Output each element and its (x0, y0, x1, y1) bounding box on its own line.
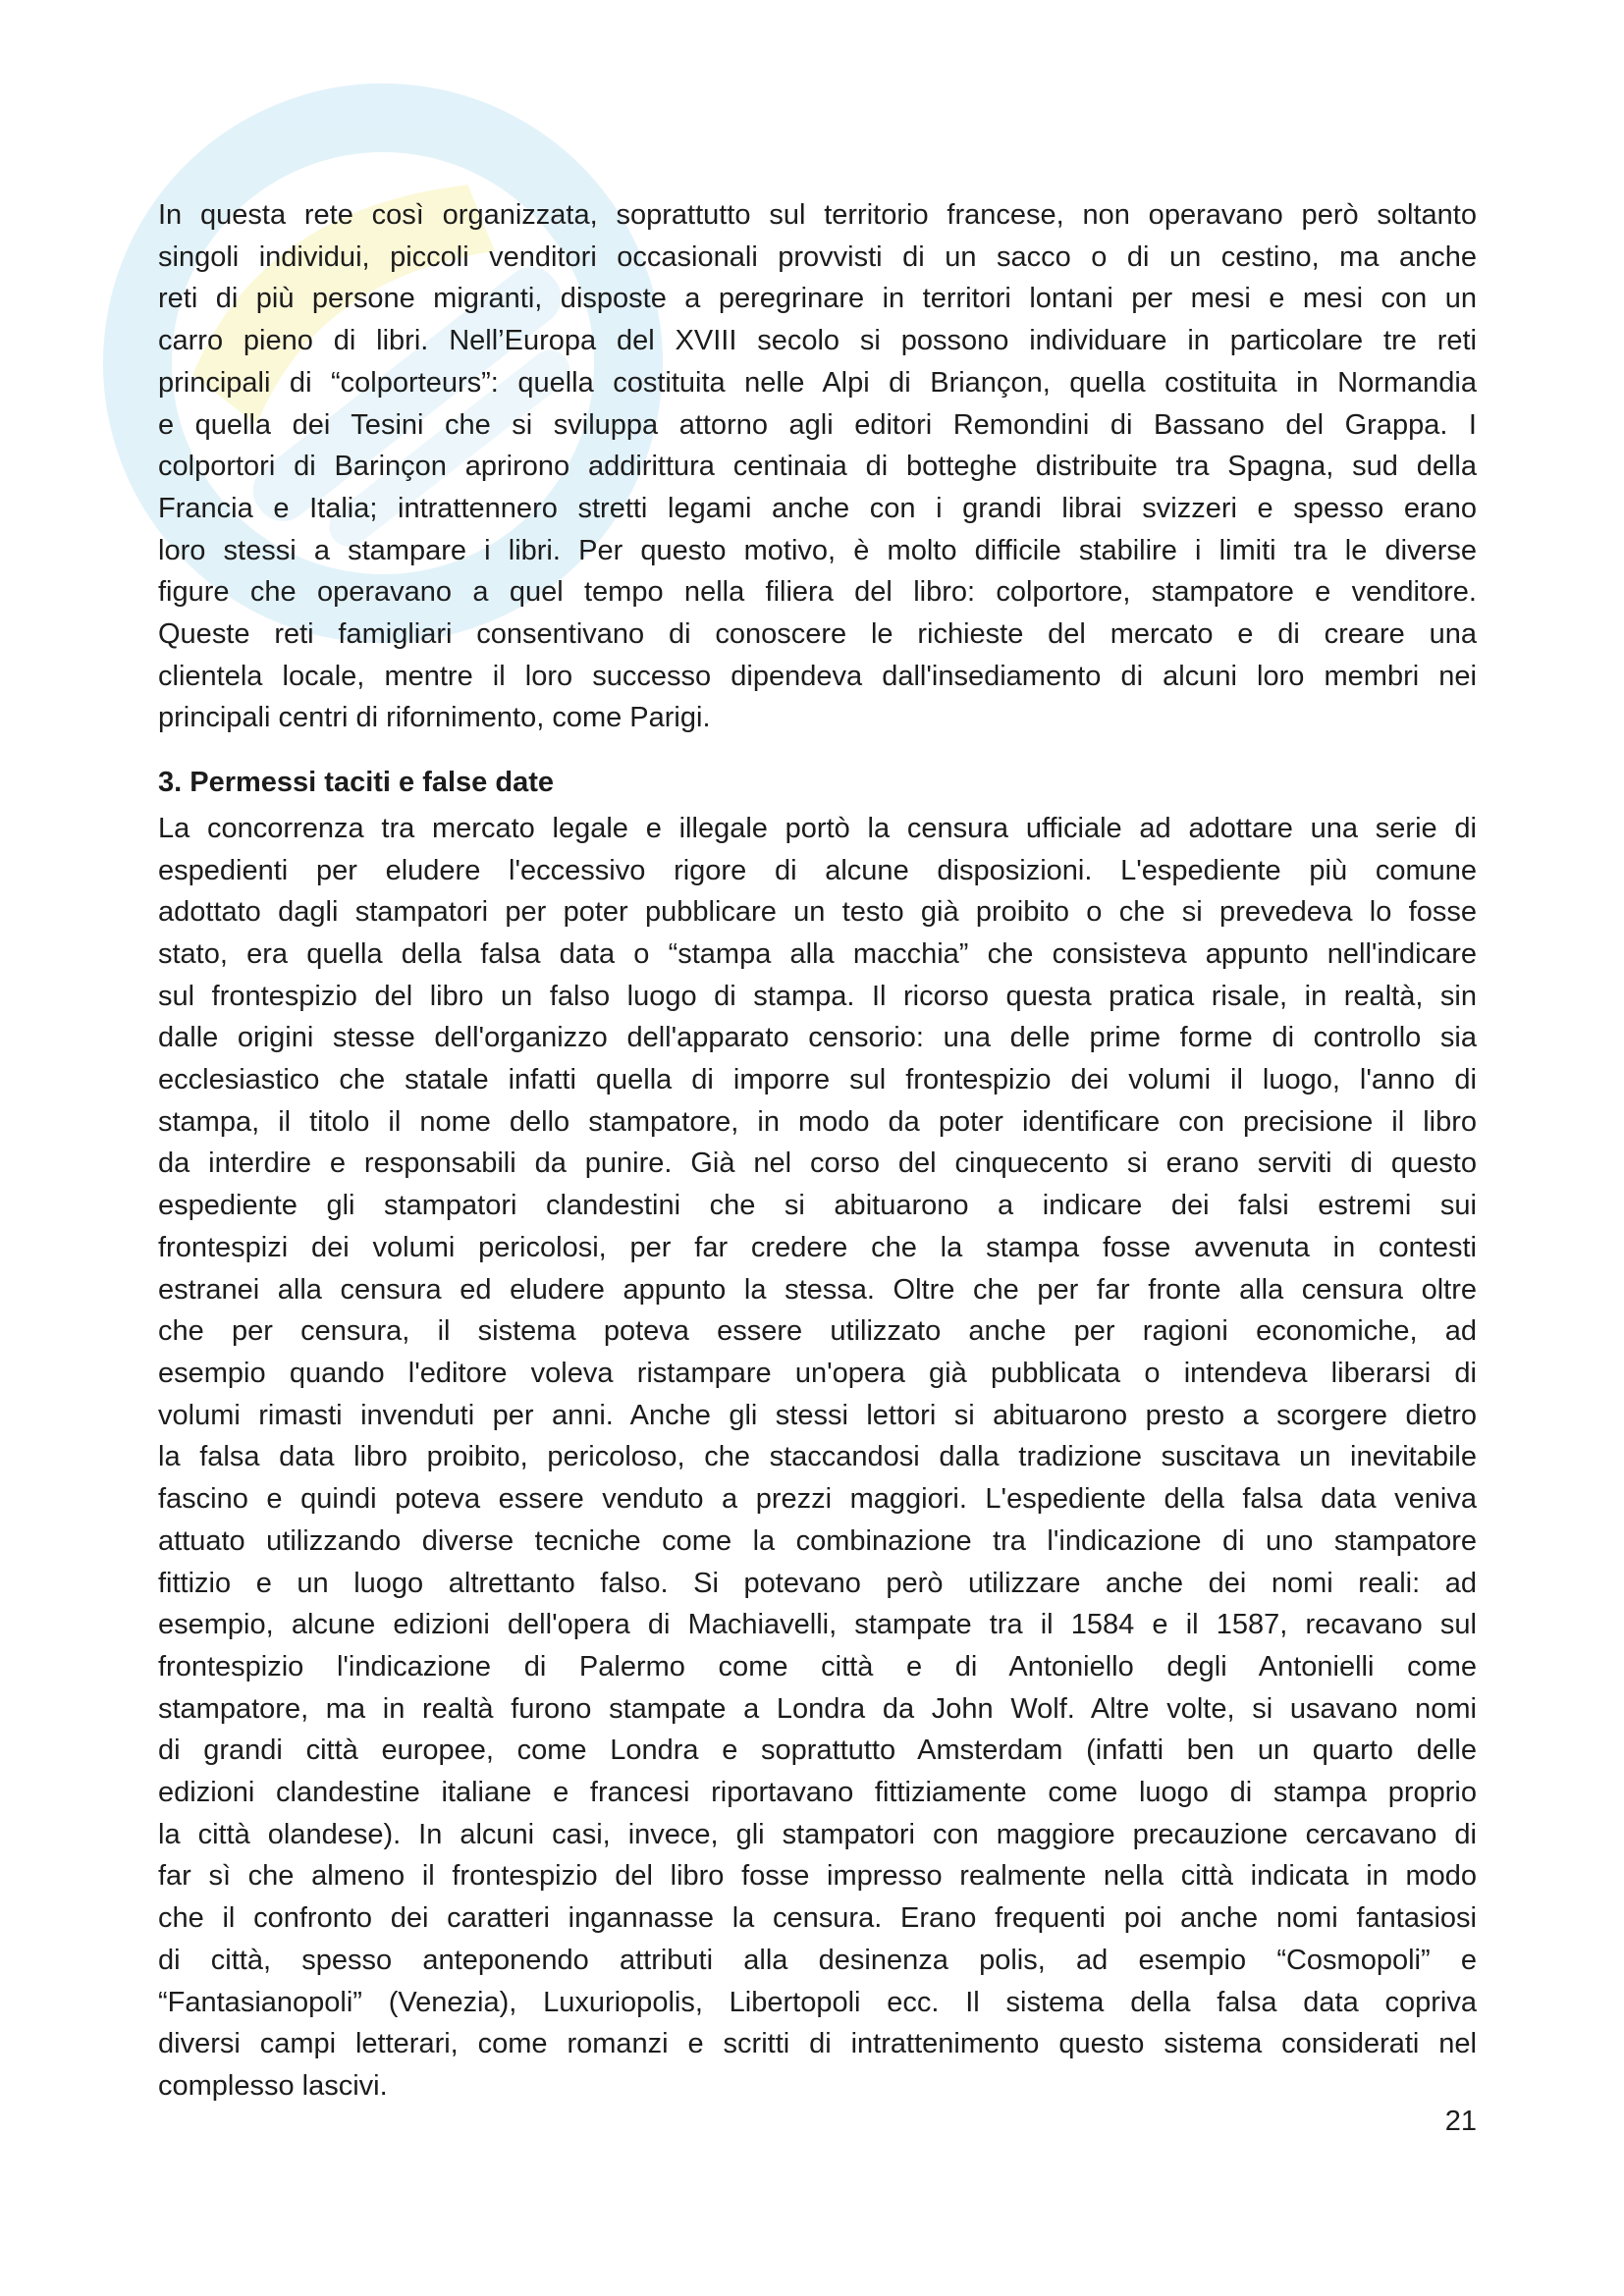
paragraph-1-line: principali centri di rifornimento, come Parigi. (158, 702, 711, 734)
paragraph-1-line: loro stessi a stampare i libri. Per questo motivo, è molto difficile stabilire i limiti tra le diverse (158, 534, 1477, 566)
paragraph-1 (158, 194, 1477, 739)
paragraph-2-line: da interdire e responsabili da punire. Già nel corso del cinquecento si erano serviti di questo (158, 1148, 1477, 1180)
paragraph-2-line: espediente gli stampatori clandestini che si abituarono a indicare dei falsi estremi sui (158, 1190, 1477, 1222)
paragraph-2-line: La concorrenza tra mercato legale e illegale portò la censura ufficiale ad adottare una serie di (158, 812, 1477, 844)
paragraph-2-line: stampatore, ma in realtà furono stampate a Londra da John Wolf. Altre volte, si usavano nomi (158, 1692, 1477, 1725)
paragraph-2-line: diversi campi letterari, come romanzi e scritti di intrattenimento questo sistema considerati nel (158, 2028, 1477, 2060)
text-body (158, 194, 1477, 2108)
paragraph-2-line: far sì che almeno il frontespizio del libro fosse impresso realmente nella città indicata in modo (158, 1860, 1477, 1893)
paragraph-2-line: espedienti per eludere l'eccessivo rigore di alcune disposizioni. L'espediente più comune (158, 854, 1477, 886)
paragraph-1-line: e quella dei Tesini che si sviluppa attorno agli editori Remondini di Bassano del Grappa. I (158, 408, 1477, 441)
paragraph-2-line: dalle origini stesse dell'organizzo dell'apparato censorio: una delle prime forme di controllo sia (158, 1022, 1477, 1054)
page-number: 21 (1444, 2106, 1477, 2137)
paragraph-2-line: di grandi città europee, come Londra e soprattutto Amsterdam (infatti ben un quarto delle (158, 1735, 1477, 1767)
paragraph-2-line: “Fantasianopoli” (Venezia), Luxuriopolis, Libertopoli ecc. Il sistema della falsa data copriva (158, 1986, 1477, 2018)
paragraph-2-line: la città olandese). In alcuni casi, invece, gli stampatori con maggiore precauzione cercavano di (158, 1818, 1477, 1850)
paragraph-2-line: estranei alla censura ed eludere appunto la stessa. Oltre che per far fronte alla censura oltre (158, 1273, 1477, 1306)
paragraph-2-line: esempio quando l'editore voleva ristampare un'opera già pubblicata o intendeva liberarsi di (158, 1357, 1477, 1389)
paragraph-2-line: di città, spesso anteponendo attributi alla desinenza polis, ad esempio “Cosmopoli” e (158, 1944, 1477, 1976)
paragraph-1-line: Queste reti famigliari consentivano di conoscere le richieste del mercato e di creare una (158, 618, 1477, 651)
paragraph-2-line: che il confronto dei caratteri ingannasse la censura. Erano frequenti poi anche nomi fantasiosi (158, 1902, 1477, 1935)
paragraph-1-line: clientela locale, mentre il loro successo dipendeva dall'insediamento di alcuni loro membri nei (158, 660, 1477, 692)
paragraph-1-line: reti di più persone migranti, disposte a peregrinare in territori lontani per mesi e mesi con un (158, 283, 1477, 315)
paragraph-2-line: la falsa data libro proibito, pericoloso, che staccandosi dalla tradizione suscitava un inevitabile (158, 1441, 1477, 1473)
paragraph-1-line: principali di “colporteurs”: quella costituita nelle Alpi di Briançon, quella costituita in Normandia (158, 366, 1477, 399)
paragraph-2-line: complesso lascivi. (158, 2069, 388, 2102)
paragraph-2-line: sul frontespizio del libro un falso luogo di stampa. Il ricorso questa pratica risale, in realtà, sin (158, 980, 1477, 1012)
paragraph-2-line: frontespizio l'indicazione di Palermo come città e di Antoniello degli Antonielli come (158, 1650, 1477, 1682)
paragraph-2-line: che per censura, il sistema poteva essere utilizzato anche per ragioni economiche, ad (158, 1315, 1477, 1348)
paragraph-2-line: edizioni clandestine italiane e francesi riportavano fittiziamente come luogo di stampa proprio (158, 1777, 1477, 1809)
paragraph-2-line: adottato dagli stampatori per poter pubblicare un testo già proibito o che si prevedeva lo fosse (158, 896, 1477, 929)
paragraph-1-line: Francia e Italia; intrattennero stretti legami anche con i grandi librai svizzeri e spesso erano (158, 492, 1477, 524)
paragraph-2-line: fascino e quindi poteva essere venduto a prezzi maggiori. L'espediente della falsa data veniva (158, 1483, 1477, 1516)
paragraph-2-line: fittizio e un luogo altrettanto falso. Si potevano però utilizzare anche dei nomi reali: ad (158, 1567, 1477, 1599)
paragraph-1-line: singoli individui, piccoli venditori occasionali provvisti di un sacco o di un cestino, ma anche (158, 240, 1477, 273)
paragraph-2-line: esempio, alcune edizioni dell'opera di Machiavelli, stampate tra il 1584 e il 1587, recavano sul (158, 1609, 1477, 1641)
paragraph-1-line: carro pieno di libri. Nell’Europa del XVIII secolo si possono individuare in particolare tre reti (158, 325, 1477, 357)
paragraph-1-line: colportori di Barinçon aprirono addirittura centinaia di botteghe distribuite tra Spagna, sud della (158, 451, 1477, 483)
paragraph-2-line: stato, era quella della falsa data o “stampa alla macchia” che consisteva appunto nell'indicare (158, 937, 1477, 970)
paragraph-1-line: figure che operavano a quel tempo nella filiera del libro: colportore, stampatore e venditore. (158, 576, 1477, 609)
paragraph-2-line: ecclesiastico che statale infatti quella di imporre sul frontespizio dei volumi il luogo, l'anno di (158, 1064, 1477, 1096)
paragraph-1-line: In questa rete così organizzata, soprattutto sul territorio francese, non operavano però soltanto (158, 199, 1477, 231)
paragraph-2-line: frontespizi dei volumi pericolosi, per far credere che la stampa fosse avvenuta in contesti (158, 1231, 1477, 1263)
section-heading: 3. Permessi taciti e false date (158, 767, 554, 799)
paragraph-2-line: attuato utilizzando diverse tecniche come la combinazione tra l'indicazione di uno stampatore (158, 1524, 1477, 1557)
paragraph-2 (158, 808, 1477, 2108)
paragraph-2-line: volumi rimasti invenduti per anni. Anche gli stessi lettori si abituarono presto a scorgere dietro (158, 1399, 1477, 1431)
paragraph-2-line: stampa, il titolo il nome dello stampatore, in modo da poter identificare con precisione il libro (158, 1105, 1477, 1138)
